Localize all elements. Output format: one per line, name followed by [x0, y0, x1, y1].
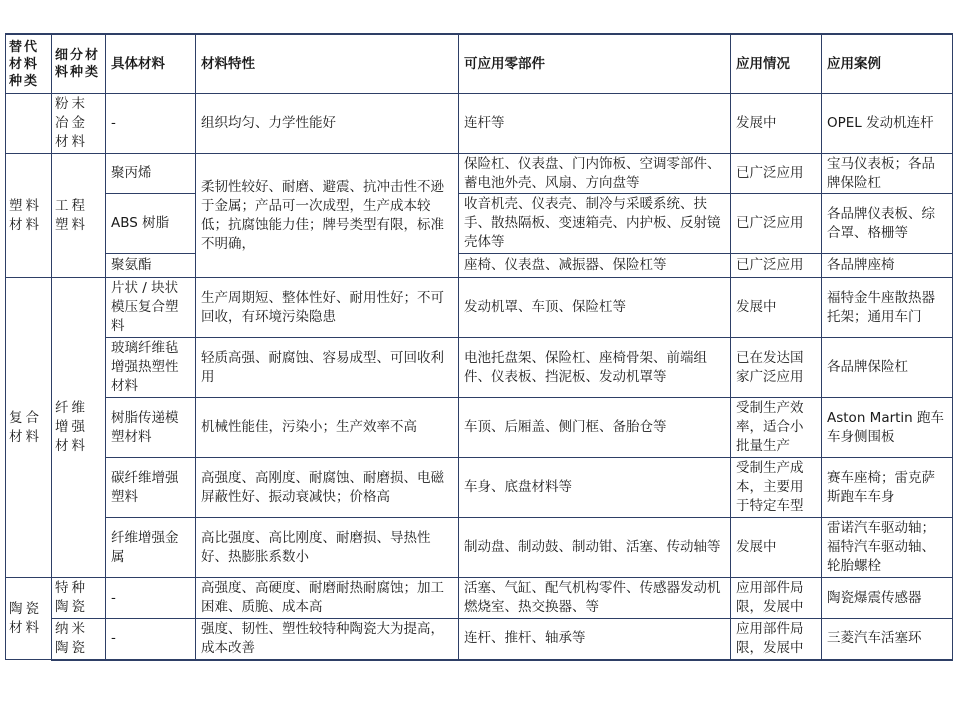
property-cell: 高比强度、高比刚度、耐磨损、导热性好、热膨胀系数小 [196, 518, 459, 578]
header-property: 材料特性 [196, 34, 459, 94]
status-cell: 已广泛应用 [731, 194, 822, 254]
property-cell: 机械性能佳，污染小；生产效率不高 [196, 398, 459, 458]
subcategory-cell: 纤维增强材料 [52, 278, 106, 578]
parts-cell: 连杆、推杆、轴承等 [459, 619, 731, 660]
case-cell: 各品牌仪表板、综合罩、格栅等 [822, 194, 953, 254]
table-row [6, 398, 953, 458]
header-subcategory: 细分材料种类 [52, 34, 106, 94]
header-case: 应用案例 [822, 34, 953, 94]
status-cell: 受制生产成本，主要用于特定车型 [731, 458, 822, 518]
table-row [6, 254, 953, 278]
material-cell: 聚丙烯 [106, 154, 196, 194]
case-cell: 各品牌保险杠 [822, 338, 953, 398]
table-row [6, 194, 953, 254]
material-table-container [5, 33, 952, 661]
status-cell: 已在发达国家广泛应用 [731, 338, 822, 398]
property-cell: 强度、韧性、塑性较特种陶瓷大为提高，成本改善 [196, 619, 459, 660]
case-cell: 宝马仪表板；各品牌保险杠 [822, 154, 953, 194]
case-cell: 赛车座椅；雷克萨斯跑车车身 [822, 458, 953, 518]
header-category: 替代材料种类 [6, 34, 52, 94]
status-cell: 发展中 [731, 278, 822, 338]
material-cell: 碳纤维增强塑料 [106, 458, 196, 518]
material-cell: 树脂传递模塑材料 [106, 398, 196, 458]
table-row [6, 278, 953, 338]
material-cell: ABS 树脂 [106, 194, 196, 254]
property-cell: 高强度、高硬度、耐磨耐热耐腐蚀；加工困难、质脆、成本高 [196, 578, 459, 619]
table-row [6, 154, 953, 194]
case-cell: 雷诺汽车驱动轴；福特汽车驱动轴、轮胎螺栓 [822, 518, 953, 578]
status-cell: 应用部件局限，发展中 [731, 619, 822, 660]
material-cell: 片状 / 块状模压复合塑料 [106, 278, 196, 338]
status-cell: 发展中 [731, 518, 822, 578]
category-cell: 陶瓷材料 [6, 578, 52, 660]
header-material: 具体材料 [106, 34, 196, 94]
material-cell: - [106, 578, 196, 619]
parts-cell: 发动机罩、车顶、保险杠等 [459, 278, 731, 338]
case-cell: Aston Martin 跑车车身侧围板 [822, 398, 953, 458]
table-row [6, 518, 953, 578]
parts-cell: 制动盘、制动鼓、制动钳、活塞、传动轴等 [459, 518, 731, 578]
subcategory-cell: 粉末冶金材料 [52, 94, 106, 154]
header-row [6, 34, 953, 94]
subcategory-cell: 工程塑料 [52, 154, 106, 278]
case-cell: OPEL 发动机连杆 [822, 94, 953, 154]
status-cell: 已广泛应用 [731, 154, 822, 194]
parts-cell: 收音机壳、仪表壳、制冷与采暖系统、扶手、散热隔板、变速箱壳、内护板、反射镜壳体等 [459, 194, 731, 254]
category-cell [6, 94, 52, 154]
subcategory-cell: 特种陶瓷 [52, 578, 106, 619]
table-row [6, 619, 953, 660]
parts-cell: 连杆等 [459, 94, 731, 154]
parts-cell: 保险杠、仪表盘、门内饰板、空调零部件、蓄电池外壳、风扇、方向盘等 [459, 154, 731, 194]
case-cell: 各品牌座椅 [822, 254, 953, 278]
parts-cell: 电池托盘架、保险杠、座椅骨架、前端组件、仪表板、挡泥板、发动机罩等 [459, 338, 731, 398]
parts-cell: 车顶、后厢盖、侧门框、备胎仓等 [459, 398, 731, 458]
table-row [6, 94, 953, 154]
material-comparison-table [5, 33, 953, 661]
parts-cell: 座椅、仪表盘、减振器、保险杠等 [459, 254, 731, 278]
category-cell: 复合材料 [6, 278, 52, 578]
case-cell: 福特金牛座散热器托架；通用车门 [822, 278, 953, 338]
table-row [6, 458, 953, 518]
property-cell: 组织均匀、力学性能好 [196, 94, 459, 154]
case-cell: 陶瓷爆震传感器 [822, 578, 953, 619]
status-cell: 已广泛应用 [731, 254, 822, 278]
table-row [6, 338, 953, 398]
table-row [6, 578, 953, 619]
property-cell: 轻质高强、耐腐蚀、容易成型、可回收利用 [196, 338, 459, 398]
case-cell: 三菱汽车活塞环 [822, 619, 953, 660]
material-cell: 玻璃纤维毡增强热塑性材料 [106, 338, 196, 398]
parts-cell: 车身、底盘材料等 [459, 458, 731, 518]
status-cell: 发展中 [731, 94, 822, 154]
status-cell: 应用部件局限，发展中 [731, 578, 822, 619]
property-cell: 生产周期短、整体性好、耐用性好；不可回收，有环境污染隐患 [196, 278, 459, 338]
header-status: 应用情况 [731, 34, 822, 94]
property-cell: 高强度、高刚度、耐腐蚀、耐磨损、电磁屏蔽性好、振动衰减快；价格高 [196, 458, 459, 518]
property-cell: 柔韧性较好、耐磨、避震、抗冲击性不逊于金属；产品可一次成型，生产成本较低；抗腐蚀能力佳；牌号类型有限，标准不明确， [196, 154, 459, 278]
material-cell: - [106, 619, 196, 660]
header-parts: 可应用零部件 [459, 34, 731, 94]
status-cell: 受制生产效率，适合小批量生产 [731, 398, 822, 458]
material-cell: 纤维增强金属 [106, 518, 196, 578]
material-cell: 聚氨酯 [106, 254, 196, 278]
category-cell: 塑料材料 [6, 154, 52, 278]
parts-cell: 活塞、气缸、配气机构零件、传感器发动机燃烧室、热交换器、等 [459, 578, 731, 619]
material-cell: - [106, 94, 196, 154]
subcategory-cell: 纳米陶瓷 [52, 619, 106, 660]
